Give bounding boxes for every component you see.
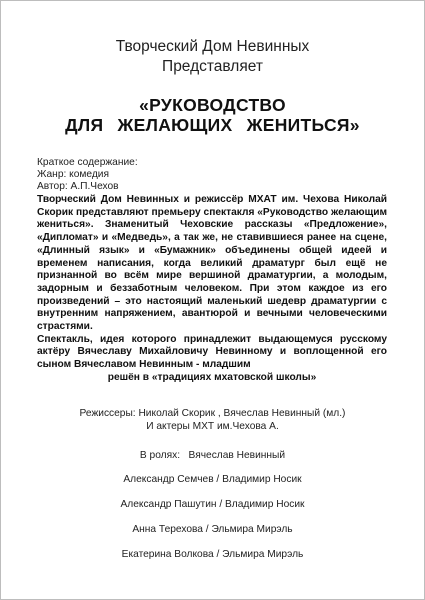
credits-block — [1, 408, 424, 433]
actors-line: И актеры МХТ им.Чехова А. — [146, 420, 279, 432]
description-paragraph-1: Творческий Дом Невинных и режиссёр МХАТ им. Чехова Николай Скорик представляют премьеру спектакля «Руководство желающим жениться». Знаменитый Чеховские рассказы «Предложение», «Дипломат» и «Медведь», а так же, не ставившиеся ранее на сцене, «Длинный язык» и «Бумажник» объединены общей идеей и временем написания, когда великий драматург был ещё не признанной во всём мире вершиной драматургии, а молодым, задорным и беззаботным человеком. При этом каждое из его произведений – это настоящий маленький шедевр драматургии с внутренним напряжением, авантюрой и вечными человеческими страстями. — [37, 194, 387, 333]
summary-label: Краткое содержание: — [37, 157, 138, 168]
genre-line: Жанр: комедия — [37, 169, 109, 180]
cast-entry: Екатерина Волкова / Эльмира Мирэль — [121, 549, 304, 560]
author-line: Автор: А.П.Чехов — [37, 181, 119, 192]
cast-entry: Александр Семчев / Владимир Носик — [123, 474, 302, 485]
presenter-line-2: Представляет — [162, 58, 263, 75]
play-title-line-1: «РУКОВОДСТВО — [139, 95, 286, 115]
presenter-heading — [1, 37, 424, 77]
play-title — [1, 95, 424, 135]
description-paragraph-2: Спектакль, идея которого принадлежит выдающемуся русскому актёру Вячеславу Михайловичу Невинному и воплощенной его сыном Вячеславом Невинным - младшим — [37, 333, 387, 371]
description-paragraph-2-last: решён в «традициях мхатовской школы» — [107, 371, 317, 383]
play-meta — [37, 157, 138, 193]
cast-lead-name: Вячеслав Невинный — [188, 450, 286, 461]
cast-entry: Александр Пашутин / Владимир Носик — [120, 499, 305, 510]
play-description — [37, 194, 387, 385]
presenter-line-1: Творческий Дом Невинных — [115, 38, 310, 55]
directors-line: Режиссеры: Николай Скорик , Вячеслав Невинный (мл.) — [79, 408, 346, 419]
cast-label: В ролях: — [139, 450, 181, 461]
cast-lead-line — [1, 450, 424, 461]
cast-entry: Анна Терехова / Эльмира Мирэль — [132, 524, 293, 535]
play-title-line-2: ДЛЯ ЖЕЛАЮЩИХ ЖЕНИТЬСЯ» — [65, 115, 360, 135]
